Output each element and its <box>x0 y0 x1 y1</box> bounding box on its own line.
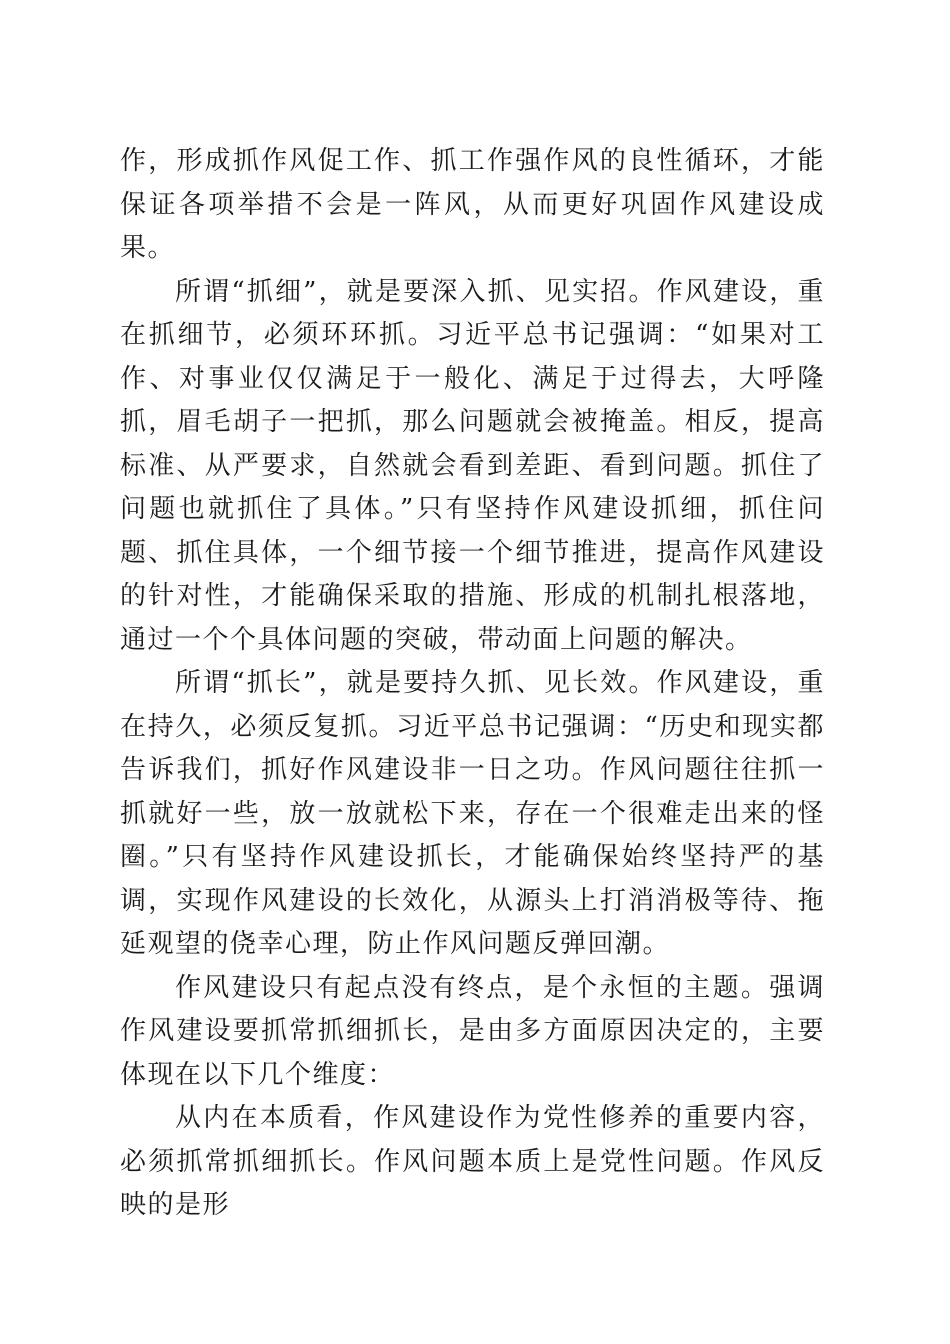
paragraph-intrinsic-nature: 从内在本质看，作风建设作为党性修养的重要内容，必须抓常抓细抓长。作风问题本质上是党性问题。作风反映的是形 <box>120 1103 825 1220</box>
paragraph-intro-dimensions: 作风建设只有起点没有终点，是个永恒的主题。强调作风建设要抓常抓细抓长，是由多方面原因决定的，主要体现在以下几个维度： <box>120 972 825 1090</box>
paragraph-continuation: 作，形成抓作风促工作、抓工作强作风的良性循环，才能保证各项举措不会是一阵风，从而更好巩固作风建设成果。 <box>120 146 825 263</box>
paragraph-zhuaxi: 所谓“抓细”，就是要深入抓、见实招。作风建设，重在抓细节，必须环环抓。习近平总书记强调：“如果对工作、对事业仅仅满足于一般化、满足于过得去，大呼隆抓，眉毛胡子一把抓，那么问题就会被掩盖。相反，提高标准、从严要求，自然就会看到差距、看到问题。抓住了问题也就抓住了具体。”只有坚持作风建设抓细，抓住问题、抓住具体，一个细节接一个细节推进，提高作风建设的针对性，才能确保采取的措施、形成的机制扎根落地，通过一个个具体问题的突破，带动面上问题的解决。 <box>120 276 825 655</box>
document-page <box>120 140 825 1228</box>
paragraph-zhuachang: 所谓“抓长”，就是要持久抓、见长效。作风建设，重在持久，必须反复抓。习近平总书记强调：“历史和现实都告诉我们，抓好作风建设非一日之功。作风问题往往抓一抓就好一些，放一放就松下来，存在一个很难走出来的怪圈。”只有坚持作风建设抓长，才能确保始终坚持严的基调，实现作风建设的长效化，从源头上打消消极等待、拖延观望的侥幸心理，防止作风问题反弹回潮。 <box>120 668 825 959</box>
